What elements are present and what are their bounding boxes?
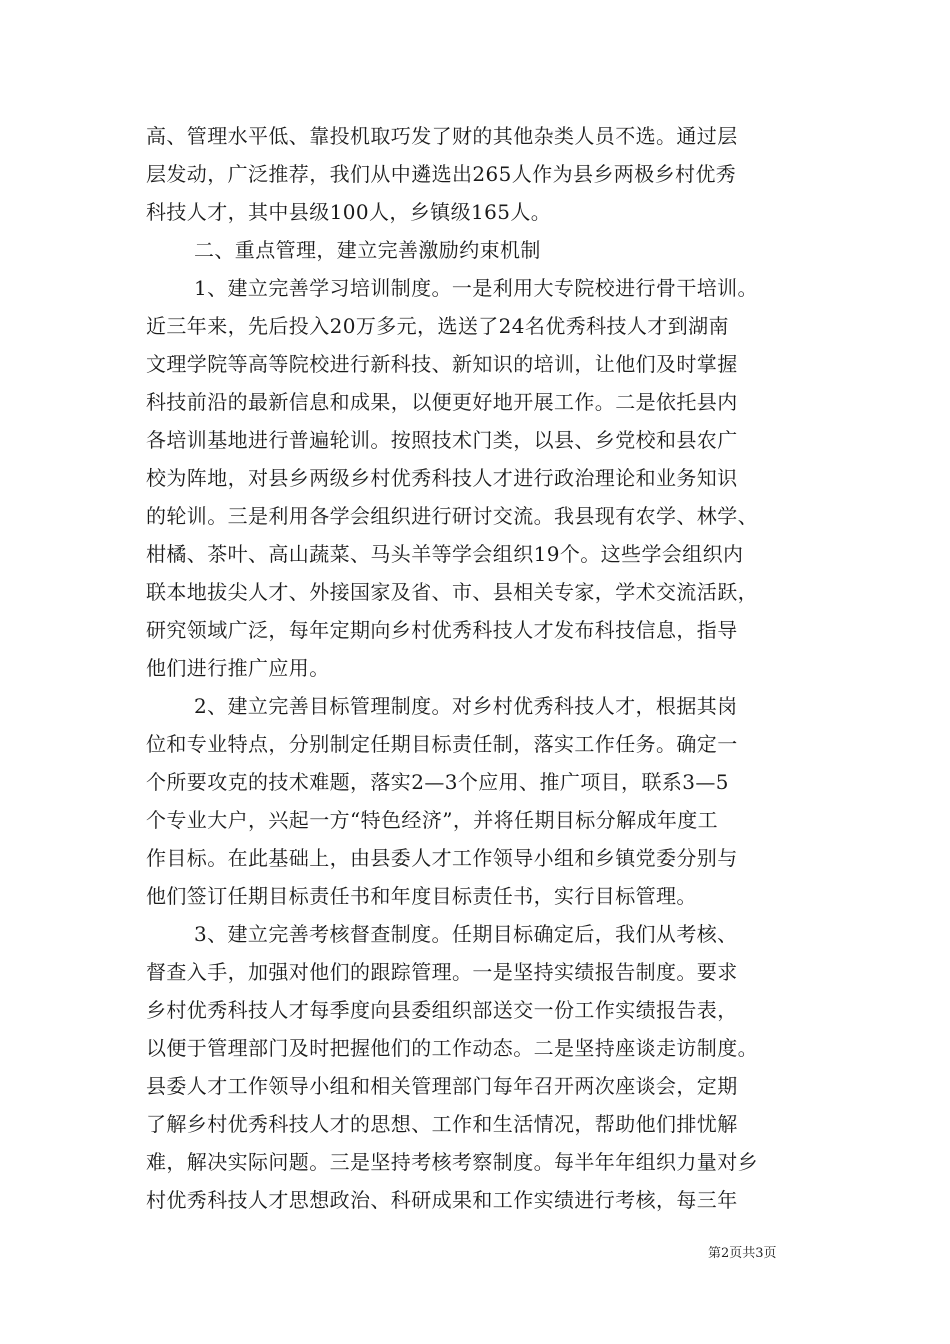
text-line: 他们进行推广应用。 xyxy=(146,656,330,680)
text-line: 近三年来，先后投入20万多元，选送了24名优秀科技人才到湖南 xyxy=(146,314,729,338)
text-line: 联本地拔尖人才、外接国家及省、市、县相关专家，学术交流活跃， xyxy=(146,580,758,604)
text-line: 乡村优秀科技人才每季度向县委组织部送交一份工作实绩报告表， xyxy=(146,998,738,1022)
text-line: 高、管理水平低、靠投机取巧发了财的其他杂类人员不选。通过层 xyxy=(146,124,738,148)
text-line: 个专业大户，兴起一方“特色经济”，并将任期目标分解成年度工 xyxy=(146,808,719,832)
text-line: 了解乡村优秀科技人才的思想、工作和生活情况，帮助他们排忧解 xyxy=(146,1112,738,1136)
text-line: 研究领域广泛，每年定期向乡村优秀科技人才发布科技信息，指导 xyxy=(146,618,738,642)
text-line: 的轮训。三是利用各学会组织进行研讨交流。我县现有农学、林学、 xyxy=(146,504,758,528)
text-line: 位和专业特点，分别制定任期目标责任制，落实工作任务。确定一 xyxy=(146,732,738,756)
text-line: 1、建立完善学习培训制度。一是利用大专院校进行骨干培训。 xyxy=(194,276,758,300)
text-line: 科技前沿的最新信息和成果，以便更好地开展工作。二是依托县内 xyxy=(146,390,738,414)
text-line: 县委人才工作领导小组和相关管理部门每年召开两次座谈会，定期 xyxy=(146,1074,738,1098)
text-line: 2、建立完善目标管理制度。对乡村优秀科技人才，根据其岗 xyxy=(194,694,738,718)
text-line: 难，解决实际问题。三是坚持考核考察制度。每半年年组织力量对乡 xyxy=(146,1150,758,1174)
text-line: 以便于管理部门及时把握他们的工作动态。二是坚持座谈走访制度。 xyxy=(146,1036,758,1060)
text-line: 他们签订任期目标责任书和年度目标责任书，实行目标管理。 xyxy=(146,884,697,908)
text-line: 柑橘、茶叶、高山蔬菜、马头羊等学会组织19个。这些学会组织内 xyxy=(146,542,744,566)
text-line: 3、建立完善考核督查制度。任期目标确定后，我们从考核、 xyxy=(194,922,738,946)
text-line: 科技人才，其中县级100人，乡镇级165人。 xyxy=(146,200,552,224)
text-line: 层发动，广泛推荐，我们从中遴选出265人作为县乡两极乡村优秀 xyxy=(146,162,737,186)
text-line: 个所要攻克的技术难题，落实2—3个应用、推广项目，联系3—5 xyxy=(146,770,729,794)
page-indicator: 第2页共3页 xyxy=(708,1246,777,1261)
section-heading: 二、重点管理，建立完善激励约束机制 xyxy=(194,238,541,262)
text-line: 文理学院等高等院校进行新科技、新知识的培训，让他们及时掌握 xyxy=(146,352,738,376)
text-line: 村优秀科技人才思想政治、科研成果和工作实绩进行考核，每三年 xyxy=(146,1188,738,1212)
text-line: 作目标。在此基础上，由县委人才工作领导小组和乡镇党委分别与 xyxy=(146,846,738,870)
text-line: 督查入手，加强对他们的跟踪管理。一是坚持实绩报告制度。要求 xyxy=(146,960,738,984)
text-line: 各培训基地进行普遍轮训。按照技术门类，以县、乡党校和县农广 xyxy=(146,428,738,452)
text-line: 校为阵地，对县乡两级乡村优秀科技人才进行政治理论和业务知识 xyxy=(146,466,738,490)
